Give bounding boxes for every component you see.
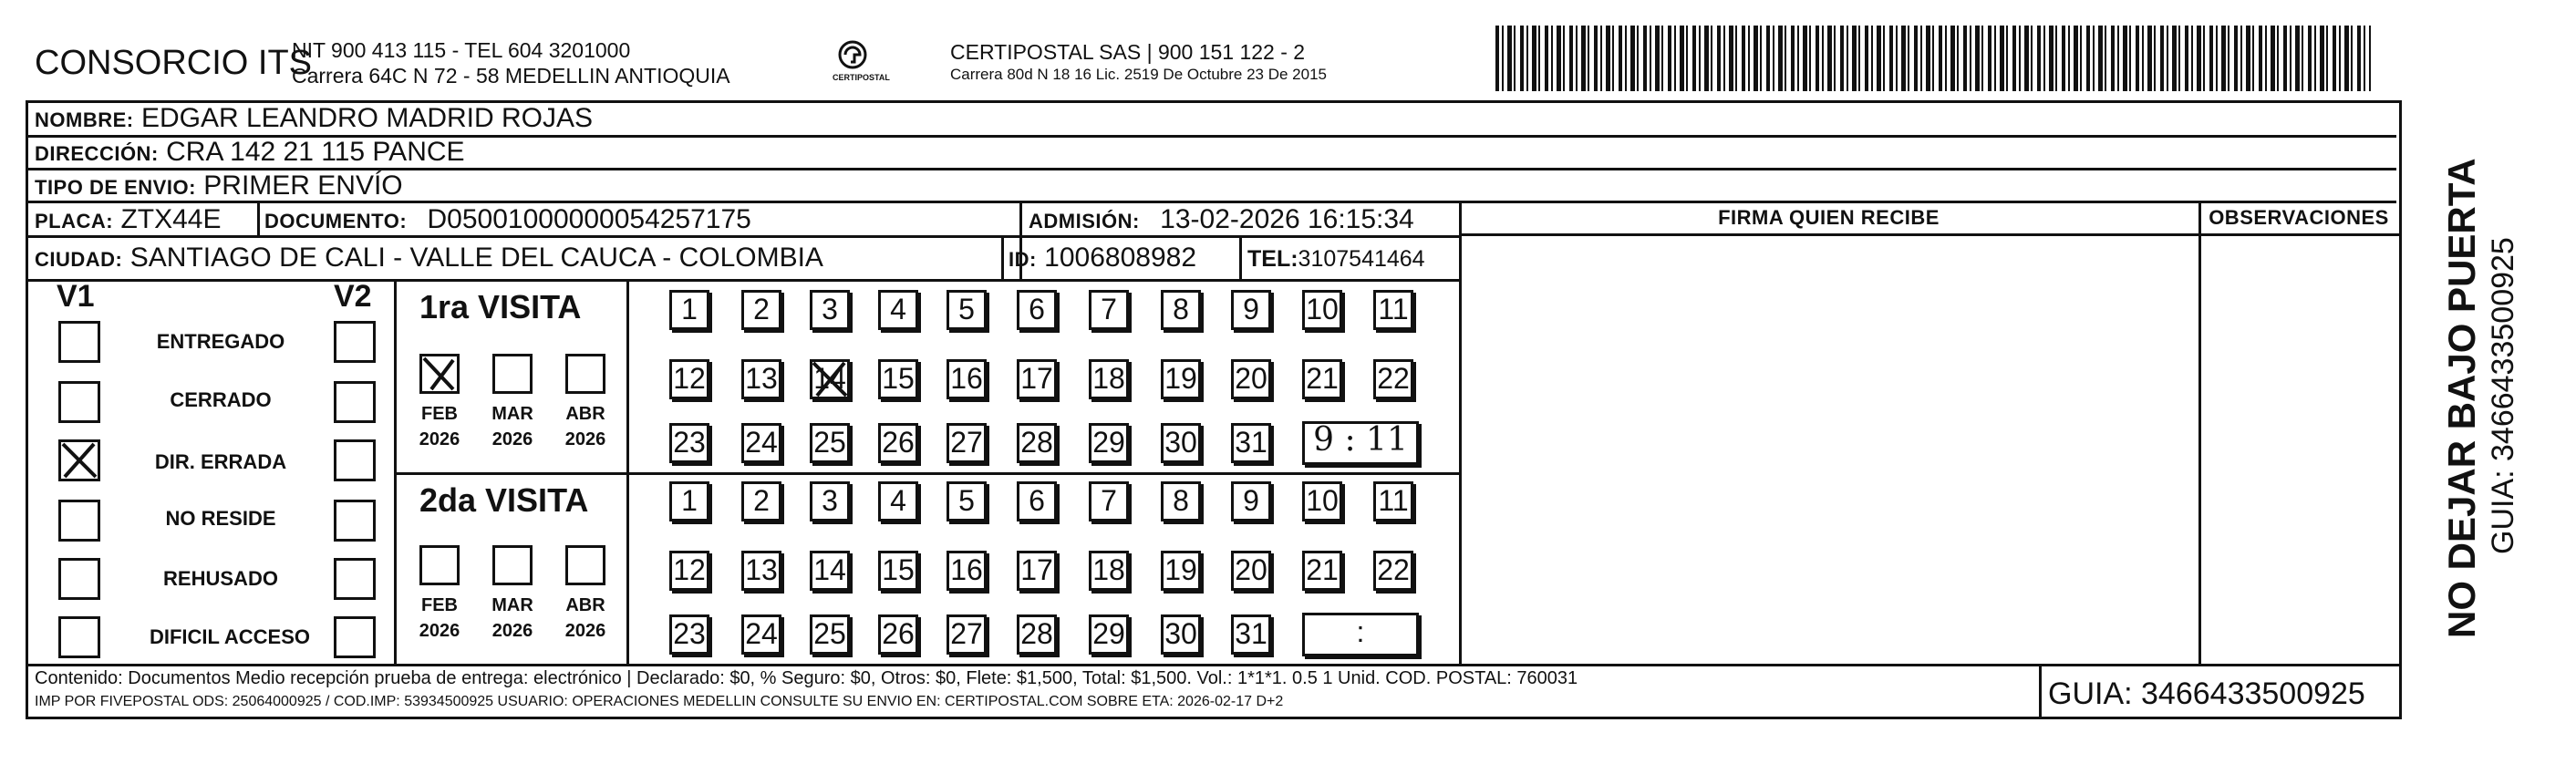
first-visit-day-1[interactable]	[669, 290, 709, 330]
first-visit-day-label: 6	[1029, 293, 1045, 325]
first-year-mar: 2026	[491, 429, 533, 449]
admision-label: ADMISIÓN:	[1029, 210, 1140, 232]
second-visit-day-25[interactable]	[810, 614, 850, 655]
first-visit-day-label: 31	[1235, 426, 1267, 459]
first-visit-day-21[interactable]	[1302, 359, 1342, 399]
nit-line: NIT 900 413 115 - TEL 604 3201000	[292, 38, 631, 62]
v2-checkbox-no-reside[interactable]	[334, 500, 376, 542]
second-visit-day-label: 28	[1020, 617, 1053, 650]
v2-checkbox-rehusado[interactable]	[334, 558, 376, 600]
second-visit-day-label: 21	[1306, 553, 1339, 586]
footer-guia: GUIA: 3466433500925	[2048, 676, 2365, 711]
v1-checkbox-dir-errada[interactable]	[58, 439, 100, 481]
first-visit-day-7[interactable]	[1089, 290, 1129, 330]
v2-checkbox-cerrado[interactable]	[334, 381, 376, 423]
first-visit-day-label: 17	[1020, 362, 1053, 395]
second-visit-day-label: 11	[1378, 484, 1409, 517]
second-visit-day-label: 12	[673, 553, 706, 586]
documento-value: D05001000000054257175	[427, 204, 751, 234]
second-visit-day-13[interactable]	[741, 551, 781, 591]
second-visit-time-text: :	[1356, 615, 1365, 648]
v2-label: V2	[334, 279, 372, 314]
second-visit-day-8[interactable]	[1161, 481, 1201, 521]
first-visit-time-text: 9 : 11	[1313, 421, 1408, 459]
first-visit-day-13[interactable]	[741, 359, 781, 399]
second-visit-time[interactable]	[1302, 613, 1419, 656]
first-visit-day-label: 13	[745, 362, 778, 395]
nombre-label: NOMBRE:	[35, 108, 134, 131]
first-visit-day-label: 18	[1092, 362, 1125, 395]
second-visit-day-label: 17	[1020, 553, 1053, 586]
first-visit-day-label: 12	[673, 362, 706, 395]
first-visit-day-3[interactable]	[810, 290, 850, 330]
status-dificil-acceso: DIFICIL ACCESO	[149, 625, 310, 648]
second-visit-day-27[interactable]	[947, 614, 987, 655]
first-visit-day-12[interactable]	[669, 359, 709, 399]
tel-label: TEL:	[1247, 246, 1298, 272]
second-visit-day-label: 7	[1101, 484, 1117, 517]
first-visit-day-label: 8	[1173, 293, 1189, 325]
second-visit-day-9[interactable]	[1231, 481, 1271, 521]
second-month-feb-label: FEB	[421, 595, 458, 615]
status-entregado: ENTREGADO	[156, 330, 285, 353]
v1-checkbox-rehusado[interactable]	[58, 558, 100, 600]
id-row	[1009, 243, 1196, 275]
status-cerrado: CERRADO	[170, 388, 272, 411]
second-visit-day-label: 27	[950, 617, 983, 650]
second-visit-day-label: 29	[1092, 617, 1125, 650]
second-visit-day-label: 31	[1235, 617, 1267, 650]
second-month-mar[interactable]	[492, 545, 533, 585]
v1-checkbox-no-reside[interactable]	[58, 500, 100, 542]
second-visit-day-30[interactable]	[1161, 614, 1201, 655]
first-visit-day-22[interactable]	[1373, 359, 1413, 399]
first-visit-day-16[interactable]	[947, 359, 987, 399]
second-visit-day-label: 30	[1164, 617, 1197, 650]
second-visit-day-24[interactable]	[741, 614, 781, 655]
second-visit-day-label: 20	[1235, 553, 1267, 586]
second-visit-day-15[interactable]	[878, 551, 918, 591]
first-visit-day-label: 29	[1092, 426, 1125, 459]
status-dir-errada: DIR. ERRADA	[154, 450, 287, 473]
first-visit-day-label: 1	[681, 293, 698, 325]
second-visit-day-18[interactable]	[1089, 551, 1129, 591]
second-month-abr-label: ABR	[565, 595, 605, 615]
first-visit-day-label: 2	[753, 293, 770, 325]
id-value: 1006808982	[1044, 243, 1197, 273]
first-visit-day-label: 21	[1306, 362, 1339, 395]
v2-checkbox-entregado[interactable]	[334, 321, 376, 363]
first-visit-day-label: 19	[1164, 362, 1197, 395]
first-month-abr[interactable]	[565, 354, 605, 394]
second-visit-day-label: 18	[1092, 553, 1125, 586]
second-month-abr[interactable]	[565, 545, 605, 585]
placa-row	[35, 204, 222, 237]
second-visit-day-label: 5	[958, 484, 975, 517]
ciudad-label: CIUDAD:	[35, 248, 123, 271]
second-visit-day-11[interactable]	[1373, 481, 1413, 521]
first-visit-time[interactable]	[1302, 421, 1419, 465]
v1-checkbox-cerrado[interactable]	[58, 381, 100, 423]
second-visit-day-label: 22	[1377, 553, 1410, 586]
admision-row	[1029, 204, 1414, 237]
second-visit-day-label: 2	[753, 484, 770, 517]
tipo-label: TIPO DE ENVIO:	[35, 176, 196, 199]
first-visit-day-label: 24	[745, 426, 778, 459]
first-visit-day-label: 10	[1306, 293, 1339, 325]
nombre-row	[35, 103, 593, 136]
v1-label: V1	[57, 279, 95, 314]
second-visit-day-29[interactable]	[1089, 614, 1129, 655]
first-visit-day-26[interactable]	[878, 423, 918, 463]
first-visit-day-label: 23	[673, 426, 706, 459]
first-visit-day-4[interactable]	[878, 290, 918, 330]
first-month-mar-label: MAR	[491, 404, 533, 424]
second-year-feb: 2026	[419, 621, 460, 641]
first-visit-title: 1ra VISITA	[419, 288, 582, 325]
second-visit-day-label: 6	[1029, 484, 1045, 517]
first-visit-day-label: 11	[1378, 293, 1409, 325]
first-visit-day-label: 26	[882, 426, 915, 459]
second-visit-day-14[interactable]	[810, 551, 850, 591]
first-visit-day-label: 22	[1377, 362, 1410, 395]
company-name: CONSORCIO ITS	[35, 44, 313, 82]
placa-label: PLACA:	[35, 210, 114, 232]
second-visit-day-label: 15	[882, 553, 915, 586]
documento-label: DOCUMENTO:	[264, 210, 408, 232]
cert-line-1: CERTIPOSTAL SAS | 900 151 122 - 2	[950, 40, 1306, 64]
second-visit-day-label: 1	[681, 484, 698, 517]
first-visit-day-2[interactable]	[741, 290, 781, 330]
direccion-row	[35, 137, 465, 170]
second-year-mar: 2026	[491, 621, 533, 641]
first-visit-day-10[interactable]	[1302, 290, 1342, 330]
tel-value: 3107541464	[1298, 246, 1425, 272]
handwritten-x-icon	[61, 442, 98, 479]
handwritten-x-icon	[422, 356, 457, 391]
direccion-label: DIRECCIÓN:	[35, 142, 159, 165]
first-visit-day-label: 4	[890, 293, 906, 325]
nombre-value: EDGAR LEANDRO MADRID ROJAS	[140, 103, 594, 133]
second-year-abr: 2026	[564, 621, 606, 641]
documento-row	[264, 204, 751, 237]
first-visit-day-9[interactable]	[1231, 290, 1271, 330]
first-visit-day-25[interactable]	[810, 423, 850, 463]
first-visit-day-23[interactable]	[669, 423, 709, 463]
second-visit-day-label: 4	[890, 484, 906, 517]
v2-checkbox-dificil-acceso[interactable]	[334, 616, 376, 658]
v1-checkbox-dificil-acceso[interactable]	[58, 616, 100, 658]
second-visit-day-16[interactable]	[947, 551, 987, 591]
first-visit-day-30[interactable]	[1161, 423, 1201, 463]
second-visit-day-22[interactable]	[1373, 551, 1413, 591]
second-visit-day-21[interactable]	[1302, 551, 1342, 591]
first-visit-day-label: 27	[950, 426, 983, 459]
first-visit-day-24[interactable]	[741, 423, 781, 463]
logo-text: CERTIPOSTAL	[833, 73, 890, 82]
second-visit-day-4[interactable]	[878, 481, 918, 521]
handwritten-x-icon	[810, 359, 850, 399]
v1-checkbox-entregado[interactable]	[58, 321, 100, 363]
footer-line-2: IMP POR FIVEPOSTAL ODS: 25064000925 / COD.IMP: 53934500925 USUARIO: OPERACIONES MEDELLIN CONSULTE SU ENVIO EN: CERTIPOSTAL.COM SOBRE ETA: 2026-02-17 D+2	[35, 694, 1284, 709]
second-visit-day-5[interactable]	[947, 481, 987, 521]
address-line: Carrera 64C N 72 - 58 MEDELLIN ANTIOQUIA	[292, 64, 730, 88]
second-visit-day-label: 25	[813, 617, 846, 650]
first-visit-day-label: 30	[1164, 426, 1197, 459]
second-visit-day-2[interactable]	[741, 481, 781, 521]
placa-value: ZTX44E	[120, 204, 222, 234]
first-month-feb-label: FEB	[421, 404, 458, 424]
second-visit-day-20[interactable]	[1231, 551, 1271, 591]
second-visit-day-6[interactable]	[1017, 481, 1057, 521]
second-visit-day-label: 26	[882, 617, 915, 650]
footer-line-1: Contenido: Documentos Medio recepción prueba de entrega: electrónico | Declarado: $0, % Seguro: $0, Otros: $0, Flete: $1,500, Total: $1,500. Vol.: 1*1*1. 0.5 1 Unid. COD. POSTAL: 760031	[35, 668, 1578, 688]
first-visit-day-31[interactable]	[1231, 423, 1271, 463]
first-visit-day-8[interactable]	[1161, 290, 1201, 330]
first-visit-day-29[interactable]	[1089, 423, 1129, 463]
first-visit-day-14[interactable]	[810, 359, 850, 399]
first-visit-day-label: 14	[813, 362, 846, 395]
second-visit-title: 2da VISITA	[419, 481, 589, 519]
first-visit-day-6[interactable]	[1017, 290, 1057, 330]
second-visit-day-label: 19	[1164, 553, 1197, 586]
second-visit-day-31[interactable]	[1231, 614, 1271, 655]
second-visit-day-label: 14	[813, 553, 846, 586]
first-visit-day-label: 7	[1101, 293, 1117, 325]
first-year-feb: 2026	[419, 429, 460, 449]
second-visit-day-label: 8	[1173, 484, 1189, 517]
second-visit-day-10[interactable]	[1302, 481, 1342, 521]
first-month-feb[interactable]	[419, 354, 460, 394]
admision-value: 13-02-2026 16:15:34	[1160, 204, 1414, 234]
second-visit-day-1[interactable]	[669, 481, 709, 521]
observaciones-header: OBSERVACIONES	[2209, 206, 2389, 229]
status-no-reside: NO RESIDE	[165, 507, 276, 530]
first-visit-day-19[interactable]	[1161, 359, 1201, 399]
second-visit-day-12[interactable]	[669, 551, 709, 591]
second-month-mar-label: MAR	[491, 595, 533, 615]
status-rehusado: REHUSADO	[163, 567, 278, 590]
first-visit-day-label: 5	[958, 293, 975, 325]
second-visit-day-23[interactable]	[669, 614, 709, 655]
second-visit-day-label: 23	[673, 617, 706, 650]
ciudad-row	[35, 243, 823, 275]
side-warning: NO DEJAR BAJO PUERTA	[2440, 158, 2483, 638]
first-year-abr: 2026	[564, 429, 606, 449]
first-month-mar[interactable]	[492, 354, 533, 394]
second-visit-day-label: 10	[1306, 484, 1339, 517]
second-visit-day-label: 9	[1243, 484, 1259, 517]
second-visit-day-label: 24	[745, 617, 778, 650]
second-visit-day-26[interactable]	[878, 614, 918, 655]
first-visit-day-17[interactable]	[1017, 359, 1057, 399]
v2-checkbox-dir-errada[interactable]	[334, 439, 376, 481]
second-visit-day-3[interactable]	[810, 481, 850, 521]
first-visit-day-label: 16	[950, 362, 983, 395]
first-visit-day-label: 28	[1020, 426, 1053, 459]
second-month-feb[interactable]	[419, 545, 460, 585]
first-visit-day-label: 20	[1235, 362, 1267, 395]
first-visit-day-11[interactable]	[1373, 290, 1413, 330]
first-visit-day-label: 3	[822, 293, 838, 325]
side-guia: GUIA: 3466433500925	[2486, 237, 2520, 554]
second-visit-day-label: 3	[822, 484, 838, 517]
second-visit-day-label: 13	[745, 553, 778, 586]
first-visit-day-label: 15	[882, 362, 915, 395]
first-visit-day-28[interactable]	[1017, 423, 1057, 463]
first-visit-day-label: 9	[1243, 293, 1259, 325]
barcode	[1495, 26, 2371, 91]
first-visit-day-15[interactable]	[878, 359, 918, 399]
second-visit-day-28[interactable]	[1017, 614, 1057, 655]
firma-header: FIRMA QUIEN RECIBE	[1718, 206, 1940, 229]
cert-line-2: Carrera 80d N 18 16 Lic. 2519 De Octubre 23 De 2015	[950, 66, 1327, 83]
tipo-value: PRIMER ENVÍO	[203, 170, 403, 201]
tel-row	[1247, 246, 1425, 273]
second-visit-day-17[interactable]	[1017, 551, 1057, 591]
second-visit-day-label: 16	[950, 553, 983, 586]
first-visit-day-5[interactable]	[947, 290, 987, 330]
first-visit-day-27[interactable]	[947, 423, 987, 463]
first-month-abr-label: ABR	[565, 404, 605, 424]
id-label: ID:	[1009, 248, 1037, 271]
second-visit-day-7[interactable]	[1089, 481, 1129, 521]
second-visit-day-19[interactable]	[1161, 551, 1201, 591]
first-visit-day-label: 25	[813, 426, 846, 459]
ciudad-value: SANTIAGO DE CALI - VALLE DEL CAUCA - COLOMBIA	[129, 243, 823, 273]
first-visit-day-20[interactable]	[1231, 359, 1271, 399]
direccion-value: CRA 142 21 115 PANCE	[166, 137, 465, 167]
first-visit-day-18[interactable]	[1089, 359, 1129, 399]
tipo-row	[35, 170, 403, 203]
